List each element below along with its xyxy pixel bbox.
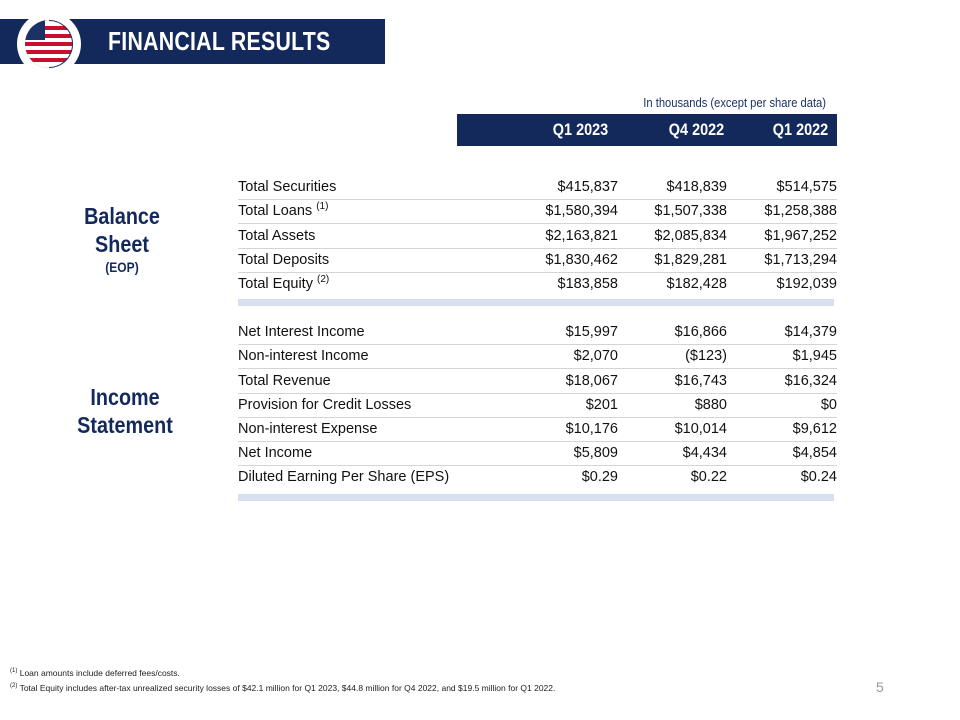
table-row [238, 441, 837, 466]
row-label: Net Interest Income [238, 324, 365, 340]
cell-value: $182,428 [666, 276, 727, 292]
cell-value: $183,858 [557, 276, 618, 292]
table-row [238, 393, 837, 418]
table-row [238, 320, 837, 345]
cell-value: $4,434 [682, 445, 727, 461]
cell-value: $514,575 [776, 179, 837, 195]
table-row [238, 199, 837, 224]
row-label: Total Assets [238, 228, 316, 244]
cell-value: $880 [694, 397, 727, 413]
page-title: FINANCIAL RESULTS [108, 26, 331, 56]
cell-value: $15,997 [565, 324, 618, 340]
cell-value: $201 [585, 397, 618, 413]
income-statement-label-line1: Income [90, 384, 160, 410]
cell-value: ($123) [685, 348, 727, 364]
cell-value: $10,176 [565, 421, 618, 437]
footnote-marker: (1) [316, 201, 329, 212]
table-row [238, 224, 837, 249]
row-label: Total Securities [238, 179, 337, 195]
cell-value: $4,854 [792, 445, 837, 461]
balance-sheet-label-line1: Balance [84, 203, 160, 229]
cell-value: $1,829,281 [654, 252, 727, 268]
cell-value: $9,612 [792, 421, 837, 437]
row-label: Non-interest Income [238, 348, 369, 364]
cell-value: $1,713,294 [764, 252, 837, 268]
cell-value: $5,809 [573, 445, 618, 461]
table-row [238, 369, 837, 394]
units-note: In thousands (except per share data) [643, 95, 826, 110]
cell-value: $14,379 [784, 324, 837, 340]
cell-value: $1,258,388 [764, 203, 837, 219]
cell-value: $16,866 [674, 324, 727, 340]
footnote-1: $^{(1)}$ Loan amounts include deferred fees/costs. [10, 667, 180, 678]
table-row [238, 465, 837, 489]
column-header-bar [457, 114, 837, 146]
balance-sheet-label [62, 202, 182, 276]
table-row [238, 344, 837, 369]
row-label: Provision for Credit Losses [238, 397, 412, 413]
table-row [238, 175, 837, 200]
cell-value: $18,067 [565, 373, 618, 389]
row-label: Total Revenue [238, 373, 331, 389]
cell-value: $415,837 [557, 179, 618, 195]
column-header-q1-2023: Q1 2023 [552, 120, 608, 139]
table-row [238, 248, 837, 273]
cell-value: $418,839 [666, 179, 727, 195]
table-row [238, 272, 837, 296]
footnotes [10, 665, 555, 695]
cell-value: $0 [820, 397, 837, 413]
balance-sheet-sublabel: (EOP) [105, 259, 139, 275]
section-divider [238, 494, 834, 501]
cell-value: $1,580,394 [545, 203, 618, 219]
row-label: Non-interest Expense [238, 421, 378, 437]
row-label: Net Income [238, 445, 313, 461]
row-label: Diluted Earning Per Share (EPS) [238, 469, 450, 485]
cell-value: $2,085,834 [654, 228, 727, 244]
section-divider [238, 299, 834, 306]
row-label: Total Equity $^{(2)}$ [238, 274, 330, 292]
cell-value: $16,743 [674, 373, 727, 389]
cell-value: $0.22 [690, 469, 727, 485]
cell-value: $0.24 [800, 469, 837, 485]
cell-value: $1,830,462 [545, 252, 618, 268]
income-statement-label-line2: Statement [77, 412, 173, 438]
logo [17, 12, 81, 76]
column-header-q1-2022: Q1 2022 [772, 120, 828, 139]
row-label: Total Loans $^{(1)}$ [238, 201, 329, 219]
cell-value: $16,324 [784, 373, 837, 389]
title-bar [0, 19, 385, 64]
income-statement-label [55, 383, 195, 439]
cell-value: $2,070 [573, 348, 618, 364]
table-row [238, 417, 837, 442]
cell-value: $2,163,821 [545, 228, 618, 244]
column-header-q4-2022: Q4 2022 [668, 120, 724, 139]
cell-value: $0.29 [581, 469, 618, 485]
flag-globe-icon [25, 20, 73, 68]
footnote-marker: (2) [317, 274, 330, 285]
row-label: Total Deposits [238, 252, 330, 268]
balance-sheet-label-line2: Sheet [95, 231, 149, 257]
cell-value: $1,967,252 [764, 228, 837, 244]
cell-value: $1,945 [792, 348, 837, 364]
cell-value: $10,014 [674, 421, 727, 437]
cell-value: $192,039 [776, 276, 837, 292]
page-number: 5 [876, 679, 884, 695]
cell-value: $1,507,338 [654, 203, 727, 219]
footnote-2: $^{(2)}$ Total Equity includes after-tax unrealized security losses of $42.1 million for Q1 2023, $44.8 million for Q4 2022, and $19.5 million for Q1 2022. [10, 682, 556, 693]
